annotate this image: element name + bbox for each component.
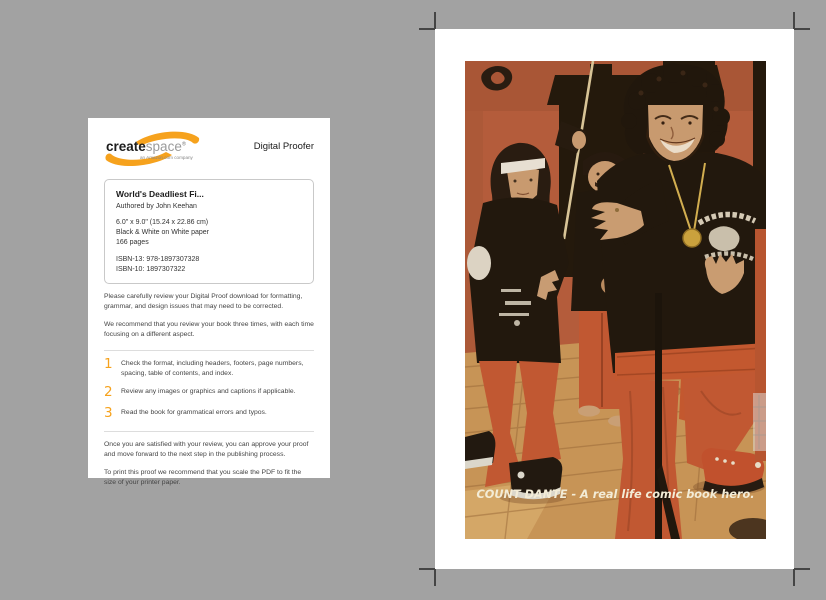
isbn-line: ISBN-10: 1897307322 [116, 266, 186, 274]
spec-line: 6.0" x 9.0" (15.24 x 22.86 cm) [116, 219, 209, 226]
book-proof-page [435, 29, 794, 569]
closing-paragraph: Once you are satisfied with your review, you can approve your proof and move forward to the next step in the publishing process. [104, 441, 309, 458]
logo-wordmark: createspace® [106, 139, 186, 154]
step-number: 1 [104, 356, 113, 373]
panel-header [104, 131, 314, 171]
step-item [104, 386, 314, 400]
divider [104, 431, 314, 432]
step-text: Check the format, including headers, footers, page numbers, spacing, table of contents, and index. [121, 360, 304, 378]
step-text: Review any images or graphics and captions if applicable. [121, 388, 296, 396]
crop-mark [793, 12, 795, 29]
divider [104, 350, 314, 351]
createspace-logo [104, 131, 208, 171]
crop-mark [419, 28, 436, 30]
book-specs [116, 218, 302, 247]
book-isbns [116, 255, 302, 275]
isbn-line: ISBN-13: 978-1897307328 [116, 256, 200, 264]
crop-mark [434, 569, 436, 586]
intro-paragraph: We recommend that you review your book three times, with each time focusing on a different aspect. [104, 320, 314, 338]
crop-mark [419, 568, 436, 570]
book-cover-photo [465, 61, 766, 539]
photo-warm-tint [465, 61, 766, 539]
step-text: Read the book for grammatical errors and typos. [121, 408, 267, 416]
step-item [104, 358, 314, 379]
crop-mark [793, 28, 810, 30]
crop-mark [793, 569, 795, 586]
step-number: 3 [104, 404, 113, 421]
step-item [104, 404, 314, 421]
proofer-panel [88, 118, 330, 486]
digital-proofer-label: Digital Proofer [253, 141, 314, 152]
cover-caption: COUNT DANTE - A real life comic book hero. [476, 487, 755, 501]
logo-tagline: an Amazon.com company [140, 155, 193, 160]
spec-line: Black & White on White paper [116, 228, 209, 236]
book-title: World's Deadliest Fi... [116, 189, 204, 199]
step-number: 2 [104, 384, 113, 401]
closing-paragraph: To print this proof we recommend that you scale the PDF to fit the size of your printer paper. [104, 468, 302, 486]
book-author: Authored by John Keehan [116, 203, 197, 210]
crop-mark [793, 568, 810, 570]
book-info-card [104, 179, 314, 284]
crop-mark [434, 12, 436, 29]
intro-paragraph: Please carefully review your Digital Proof download for formatting, grammar, and design issues that may need to be corrected. [104, 292, 303, 310]
spec-line: 166 pages [116, 238, 149, 246]
